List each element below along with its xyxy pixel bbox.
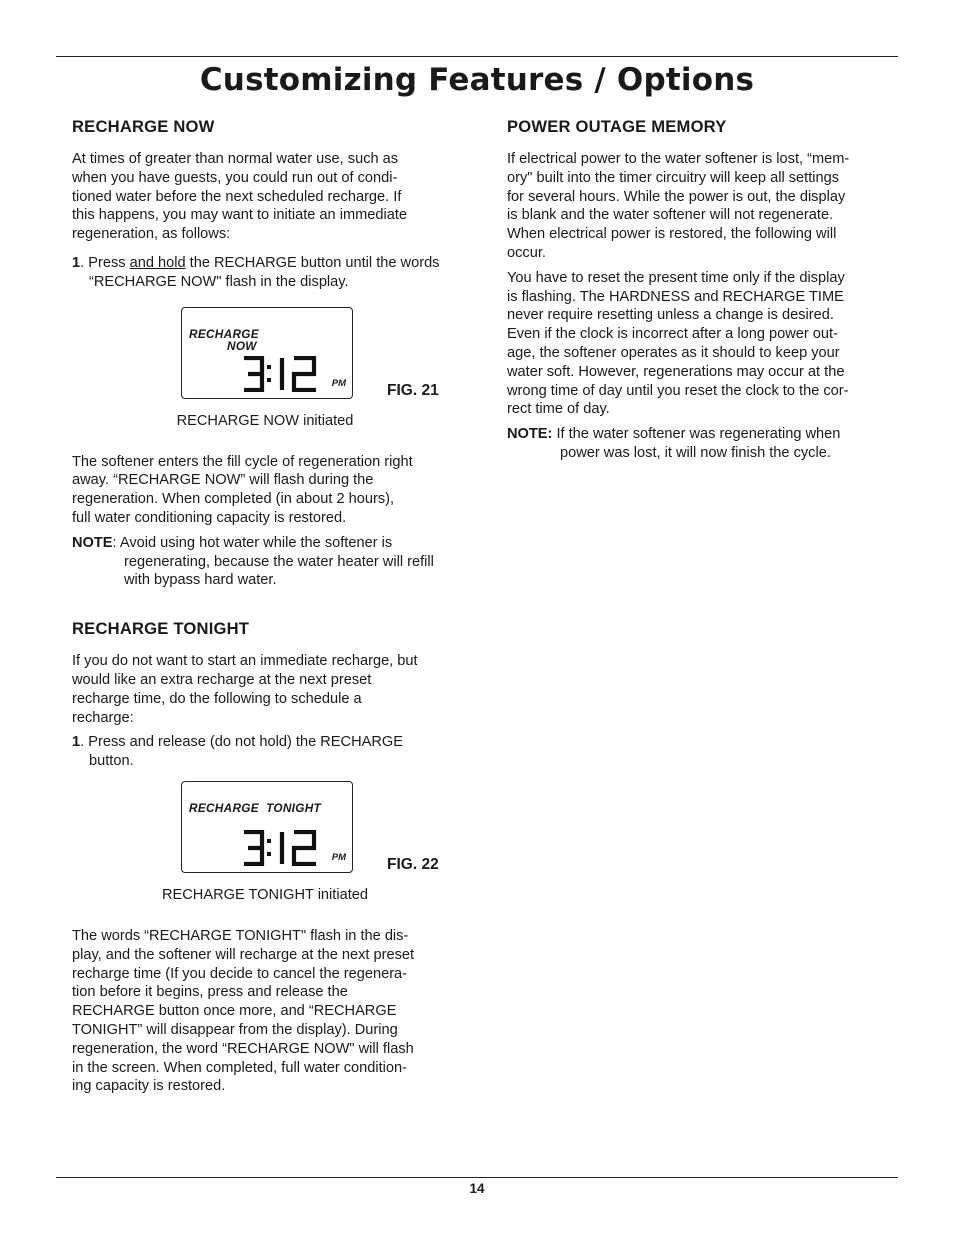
para-line: rect time of day.: [507, 401, 610, 418]
recharge-tonight-intro: [72, 652, 450, 727]
desc-line: ing capacity is restored.: [72, 1078, 226, 1095]
recharge-now-intro: [72, 150, 450, 244]
note-text: : Avoid using hot water while the softener is regenerating, because the water heater will refill with bypass hard water.: [112, 534, 434, 589]
lcd-pm-indicator: PM: [331, 377, 346, 389]
figure-label: FIG. 22: [387, 855, 439, 873]
step-text: . Press and release (do not hold) the RECHARGE button.: [80, 734, 403, 770]
intro-line: this happens, you may want to initiate an immediate: [72, 207, 408, 224]
desc-line: regeneration. When completed (in about 2 hours),: [72, 491, 395, 508]
desc-line: The words “RECHARGE TONIGHT" flash in the dis-: [72, 927, 409, 944]
power-outage-section: [507, 116, 879, 463]
step-text-pre: . Press: [80, 254, 130, 271]
lcd-label-now: NOW: [227, 338, 257, 353]
para-line: ory" built into the timer circuitry will keep all settings: [507, 169, 840, 186]
para-line: occur.: [507, 244, 546, 261]
recharge-now-heading: RECHARGE NOW: [72, 117, 215, 136]
para-line: is blank and the water softener will not regenerate.: [507, 207, 834, 224]
note-label: NOTE: [72, 534, 113, 551]
figure-caption: RECHARGE NOW initiated: [176, 412, 354, 429]
lcd-time-digits: [242, 830, 326, 866]
lcd-time-digits: [242, 356, 326, 392]
page-title: Customizing Features / Options: [199, 62, 755, 98]
para-line: never require resetting unless a change is desired.: [507, 307, 834, 324]
recharge-now-section: [72, 116, 450, 590]
recharge-tonight-step-1: [72, 733, 450, 771]
note-text: If the water softener was regenerating when power was lost, it will now finish the cycle.: [552, 426, 841, 461]
figure-caption: RECHARGE TONIGHT initiated: [162, 886, 368, 903]
recharge-now-description: [72, 453, 450, 528]
lcd-label-recharge: RECHARGE: [189, 326, 259, 341]
para-line: Even if the clock is incorrect after a long power out-: [507, 326, 838, 343]
desc-line: recharge time (If you decide to cancel the regenera-: [72, 965, 408, 982]
power-outage-note: [507, 425, 879, 463]
desc-line: TONIGHT” will disappear from the display). During: [72, 1021, 398, 1038]
recharge-tonight-description: [72, 927, 450, 1096]
desc-line: regeneration, the word “RECHARGE NOW" will flash: [72, 1040, 414, 1057]
intro-line: would like an extra recharge at the next preset: [72, 671, 372, 688]
para-line: If electrical power to the water softener is lost, “mem-: [507, 151, 850, 167]
step-number: 1: [72, 734, 81, 751]
power-outage-heading: POWER OUTAGE MEMORY: [507, 117, 727, 136]
recharge-now-step-1: [72, 254, 450, 292]
desc-line: full water conditioning capacity is restored.: [72, 509, 347, 526]
lcd-pm-indicator: PM: [331, 852, 346, 864]
para-line: water soft. However, regenerations may occur at the: [507, 363, 845, 380]
figure-label: FIG. 21: [387, 381, 439, 399]
para-line: is flashing. The HARDNESS and RECHARGE TIME: [507, 288, 844, 305]
step-text-underlined: and hold: [129, 254, 186, 271]
intro-line: when you have guests, you could run out of condi-: [72, 169, 398, 186]
para-line: You have to reset the present time only if the display: [507, 269, 845, 286]
bottom-rule: [56, 1177, 898, 1178]
intro-line: At times of greater than normal water use, such as: [72, 151, 399, 167]
power-outage-paragraph-2: [507, 269, 879, 419]
recharge-tonight-section: [72, 618, 450, 1096]
intro-line: recharge:: [72, 709, 134, 726]
intro-line: tioned water before the next scheduled recharge. If: [72, 188, 402, 205]
intro-line: recharge time, do the following to schedule a: [72, 690, 362, 707]
desc-line: tion before it begins, press and release the: [72, 984, 348, 1001]
desc-line: The softener enters the fill cycle of regeneration right: [72, 453, 413, 470]
lcd-label-recharge-tonight: RECHARGE TONIGHT: [189, 800, 322, 815]
top-rule: [56, 56, 898, 57]
note-label: NOTE:: [507, 426, 553, 443]
intro-line: If you do not want to start an immediate recharge, but: [72, 653, 418, 670]
left-column: [72, 116, 450, 1102]
lcd-display: [181, 781, 353, 873]
desc-line: play, and the softener will recharge at the next preset: [72, 946, 415, 963]
intro-line: regeneration, as follows:: [72, 226, 231, 243]
desc-line: RECHARGE button once more, and “RECHARGE: [72, 1003, 397, 1020]
lcd-display: [181, 307, 353, 399]
step-number: 1: [72, 254, 81, 271]
step-text-post: the RECHARGE button until the words “RECHARGE NOW" flash in the display.: [89, 254, 440, 290]
figure-21: [72, 307, 450, 445]
para-line: age, the softener operates as it should to keep your: [507, 344, 840, 361]
right-column: [507, 116, 879, 469]
para-line: wrong time of day until you reset the clock to the cor-: [507, 382, 849, 399]
recharge-tonight-heading: RECHARGE TONIGHT: [72, 619, 250, 639]
para-line: When electrical power is restored, the following will: [507, 226, 837, 243]
desc-line: in the screen. When completed, full water condition-: [72, 1059, 408, 1076]
para-line: for several hours. While the power is out, the display: [507, 188, 846, 205]
power-outage-paragraph-1: [507, 150, 879, 263]
figure-22: [72, 781, 450, 919]
desc-line: away. “RECHARGE NOW” will flash during the: [72, 472, 374, 489]
page-number: 14: [469, 1181, 485, 1196]
recharge-now-note: [72, 534, 450, 590]
